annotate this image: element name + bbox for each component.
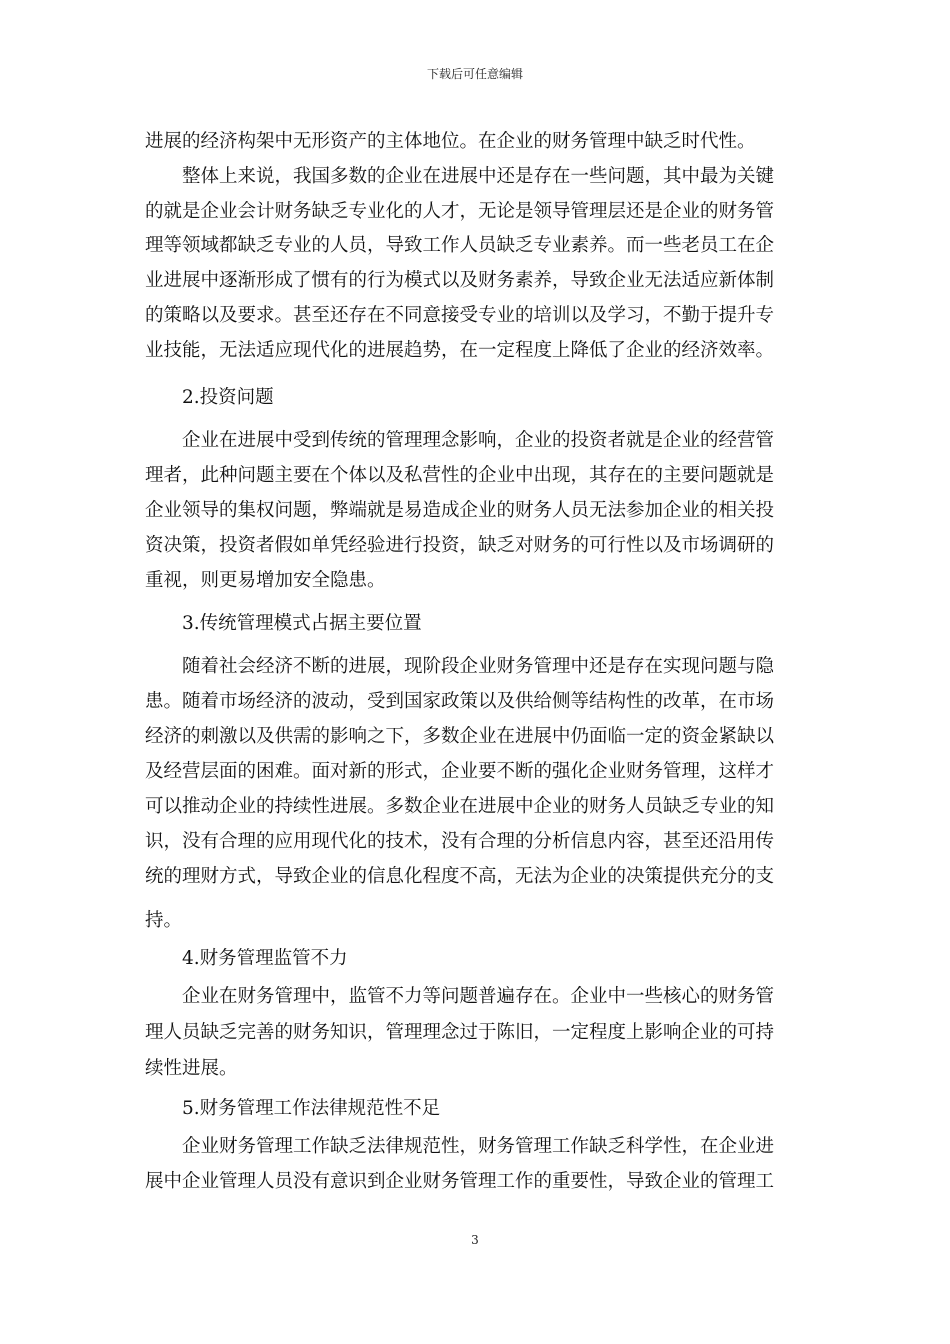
text-line: 识，没有合理的应用现代化的技术，没有合理的分析信息内容，甚至还沿用传: [145, 831, 775, 852]
text-line: 患。随着市场经济的波动，受到国家政策以及供给侧等结构性的改革，在市场: [145, 691, 775, 712]
text-line: 资决策，投资者假如单凭经验进行投资，缺乏对财务的可行性以及市场调研的: [145, 535, 775, 556]
text-line: 理者，此种问题主要在个体以及私营性的企业中出现，其存在的主要问题就是: [145, 465, 775, 486]
text-line: 持。: [145, 910, 183, 931]
text-line: 进展的经济构架中无形资产的主体地位。在企业的财务管理中缺乏时代性。: [145, 131, 756, 152]
text-line: 可以推动企业的持续性进展。多数企业在进展中企业的财务人员缺乏专业的知: [145, 796, 775, 817]
text-line: 及经营层面的困难。面对新的形式，企业要不断的强化企业财务管理，这样才: [145, 761, 775, 782]
section-heading: 2.投资问题: [145, 387, 274, 408]
text-line: 重视，则更易增加安全隐患。: [145, 570, 386, 591]
section-heading: 4.财务管理监管不力: [145, 948, 348, 969]
text-line: 的策略以及要求。甚至还存在不同意接受专业的培训以及学习，不勤于提升专: [145, 305, 775, 326]
page-header: 下载后可任意编辑: [426, 67, 523, 81]
text-line: 业技能，无法适应现代化的进展趋势，在一定程度上降低了企业的经济效率。: [145, 340, 775, 361]
text-line: 续性进展。: [145, 1058, 238, 1079]
text-line: 企业在财务管理中，监管不力等问题普遍存在。企业中一些核心的财务管: [145, 986, 775, 1007]
text-line: 展中企业管理人员没有意识到企业财务管理工作的重要性，导致企业的管理工: [145, 1171, 775, 1192]
text-line: 企业领导的集权问题，弊端就是易造成企业的财务人员无法参加企业的相关投: [145, 500, 775, 521]
text-line: 理等领域都缺乏专业的人员，导致工作人员缺乏专业素养。而一些老员工在企: [145, 235, 775, 256]
page-number: 3: [471, 1233, 479, 1247]
text-line: 理人员缺乏完善的财务知识，管理理念过于陈旧，一定程度上影响企业的可持: [145, 1022, 775, 1043]
text-line: 企业在进展中受到传统的管理理念影响，企业的投资者就是企业的经营管: [145, 430, 775, 451]
text-line: 业进展中逐渐形成了惯有的行为模式以及财务素养，导致企业无法适应新体制: [145, 270, 775, 291]
section-heading: 3.传统管理模式占据主要位置: [145, 613, 422, 634]
text-line: 的就是企业会计财务缺乏专业化的人才，无论是领导管理层还是企业的财务管: [145, 201, 775, 222]
text-line: 经济的刺激以及供需的影响之下，多数企业在进展中仍面临一定的资金紧缺以: [145, 726, 775, 747]
text-line: 企业财务管理工作缺乏法律规范性，财务管理工作缺乏科学性，在企业进: [145, 1136, 775, 1157]
text-line: 统的理财方式，导致企业的信息化程度不高，无法为企业的决策提供充分的支: [145, 866, 775, 887]
text-line: 整体上来说，我国多数的企业在进展中还是存在一些问题，其中最为关键: [145, 166, 775, 187]
section-heading: 5.财务管理工作法律规范性不足: [145, 1098, 441, 1119]
text-line: 随着社会经济不断的进展，现阶段企业财务管理中还是存在实现问题与隐: [145, 656, 775, 677]
